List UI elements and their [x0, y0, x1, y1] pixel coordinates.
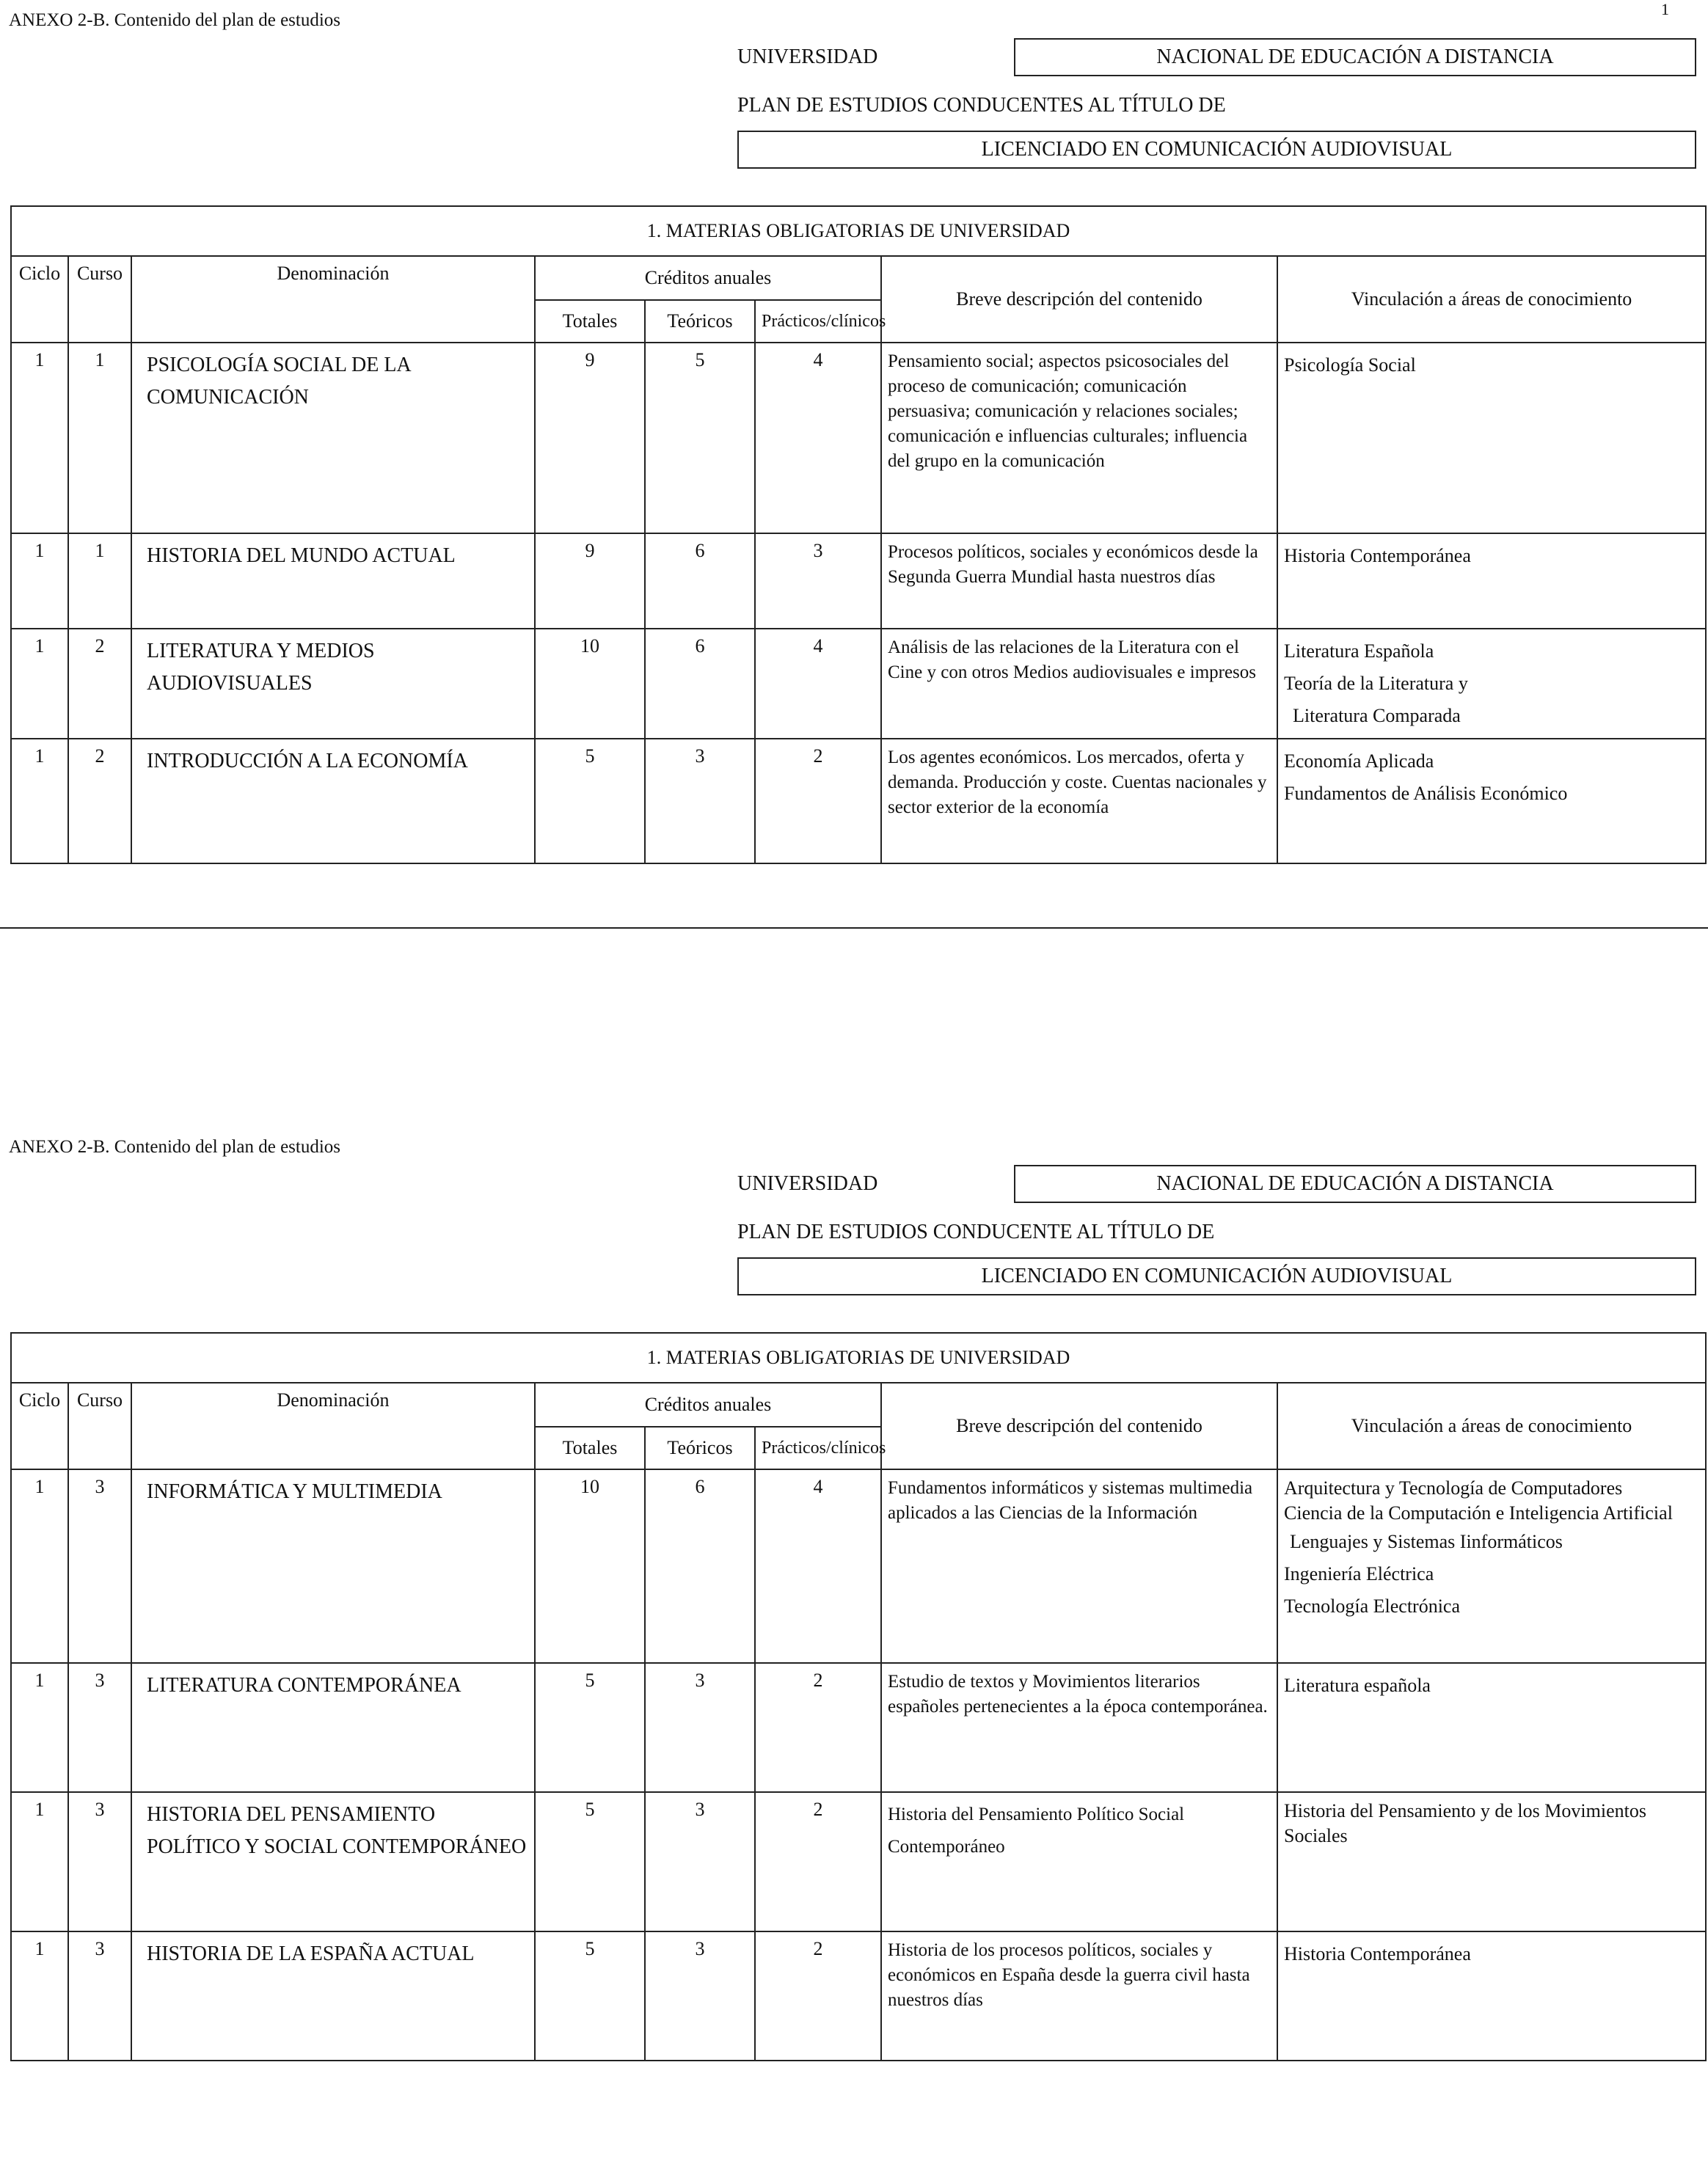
- cell-curso: 2: [68, 629, 131, 739]
- cell-denominacion: LITERATURA Y MEDIOS AUDIOVISUALES: [131, 629, 535, 739]
- cell-vinculacion: [1277, 1663, 1706, 1792]
- cell-ciclo: 1: [11, 343, 68, 533]
- cell-descripcion: Historia de los procesos políticos, sociales y económicos en España desde la guerra civil hasta nuestros días: [881, 1931, 1277, 2061]
- document-section-1: [0, 0, 1708, 1048]
- table-row: [11, 1931, 1706, 2061]
- cell-descripcion: Análisis de las relaciones de la Literatura con el Cine y con otros Medios audiovisuales e impresos: [881, 629, 1277, 739]
- cell-totales: 5: [535, 1663, 645, 1792]
- area-item: Economía Aplicada: [1284, 750, 1434, 772]
- cell-denominacion: HISTORIA DE LA ESPAÑA ACTUAL: [131, 1931, 535, 2061]
- cell-ciclo: 1: [11, 1792, 68, 1931]
- header-totales: Totales: [535, 1427, 645, 1469]
- cell-curso: 1: [68, 533, 131, 629]
- cell-vinculacion: [1277, 343, 1706, 533]
- page-number: 1: [1661, 0, 1669, 18]
- cell-teoricos: 3: [645, 1663, 755, 1792]
- cell-ciclo: 1: [11, 629, 68, 739]
- area-item: Historia Contemporánea: [1284, 1943, 1471, 1964]
- cell-curso: 3: [68, 1663, 131, 1792]
- area-item: Literatura Comparada: [1293, 705, 1461, 726]
- plan-label: PLAN DE ESTUDIOS CONDUCENTES AL TÍTULO DE: [737, 94, 1226, 117]
- area-item: Lenguajes y Sistemas Iinformáticos: [1290, 1531, 1563, 1552]
- header-descripcion: Breve descripción del contenido: [881, 1383, 1277, 1469]
- degree-title-box: [737, 1257, 1696, 1295]
- subjects-table: [10, 205, 1707, 864]
- table-title: 1. MATERIAS OBLIGATORIAS DE UNIVERSIDAD: [11, 1333, 1706, 1383]
- cell-teoricos: 3: [645, 1931, 755, 2061]
- subjects-table: [10, 1332, 1707, 2061]
- cell-descripcion: Estudio de textos y Movimientos literarios españoles pertenecientes a la época contemporánea.: [881, 1663, 1277, 1792]
- cell-vinculacion: [1277, 1469, 1706, 1663]
- header-ciclo: Ciclo: [11, 256, 68, 343]
- header-creditos: Créditos anuales: [535, 1383, 881, 1427]
- cell-totales: 9: [535, 533, 645, 629]
- header-ciclo: Ciclo: [11, 1383, 68, 1469]
- plan-label: PLAN DE ESTUDIOS CONDUCENTE AL TÍTULO DE: [737, 1221, 1215, 1243]
- header-descripcion: Breve descripción del contenido: [881, 256, 1277, 343]
- cell-totales: 5: [535, 739, 645, 863]
- cell-teoricos: 5: [645, 343, 755, 533]
- area-item: Tecnología Electrónica: [1284, 1595, 1461, 1617]
- cell-teoricos: 6: [645, 533, 755, 629]
- university-name-box: [1014, 1165, 1696, 1203]
- annex-heading: ANEXO 2-B. Contenido del plan de estudios: [9, 10, 341, 30]
- table-row: [11, 739, 1706, 863]
- cell-totales: 10: [535, 1469, 645, 1663]
- header-creditos: Créditos anuales: [535, 256, 881, 300]
- degree-title: LICENCIADO EN COMUNICACIÓN AUDIOVISUAL: [981, 1265, 1453, 1287]
- header-denominacion: Denominación: [131, 1383, 535, 1469]
- cell-practicos: 4: [755, 629, 881, 739]
- cell-practicos: 2: [755, 1663, 881, 1792]
- area-item: Literatura Española: [1284, 640, 1434, 662]
- cell-vinculacion: [1277, 533, 1706, 629]
- area-item: Historia Contemporánea: [1284, 545, 1471, 566]
- cell-denominacion: HISTORIA DEL MUNDO ACTUAL: [131, 533, 535, 629]
- cell-teoricos: 6: [645, 1469, 755, 1663]
- header-denominacion: Denominación: [131, 256, 535, 343]
- university-label: UNIVERSIDAD: [737, 45, 878, 68]
- cell-ciclo: 1: [11, 533, 68, 629]
- area-item: Teoría de la Literatura y: [1284, 673, 1468, 694]
- cell-descripcion: Pensamiento social; aspectos psicosociales del proceso de comunicación; comunicación persuasiva; comunicación y relaciones sociales; comunicación e influencias culturales; influencia del grupo en la comunicación: [881, 343, 1277, 533]
- cell-teoricos: 3: [645, 739, 755, 863]
- cell-teoricos: 3: [645, 1792, 755, 1931]
- area-item: Literatura española: [1284, 1675, 1431, 1696]
- table-row: [11, 533, 1706, 629]
- header-vinculacion: Vinculación a áreas de conocimiento: [1277, 1383, 1706, 1469]
- cell-totales: 5: [535, 1931, 645, 2061]
- annex-heading: ANEXO 2-B. Contenido del plan de estudios: [9, 1137, 341, 1157]
- cell-descripcion: Procesos políticos, sociales y económicos desde la Segunda Guerra Mundial hasta nuestros días: [881, 533, 1277, 629]
- header-practicos: Prácticos/clínicos: [755, 300, 881, 343]
- cell-denominacion: INFORMÁTICA Y MULTIMEDIA: [131, 1469, 535, 1663]
- table-row: [11, 1792, 1706, 1931]
- cell-curso: 1: [68, 343, 131, 533]
- cell-totales: 10: [535, 629, 645, 739]
- area-item: Ciencia de la Computación e Inteligencia Artificial: [1284, 1502, 1673, 1524]
- cell-ciclo: 1: [11, 1663, 68, 1792]
- cell-curso: 3: [68, 1931, 131, 2061]
- degree-title: LICENCIADO EN COMUNICACIÓN AUDIOVISUAL: [981, 138, 1453, 161]
- header-practicos: Prácticos/clínicos: [755, 1427, 881, 1469]
- university-label: UNIVERSIDAD: [737, 1172, 878, 1195]
- cell-teoricos: 6: [645, 629, 755, 739]
- university-name: NACIONAL DE EDUCACIÓN A DISTANCIA: [1156, 1172, 1554, 1195]
- area-item: Fundamentos de Análisis Económico: [1284, 783, 1568, 804]
- cell-ciclo: 1: [11, 1931, 68, 2061]
- area-item: Psicología Social: [1284, 354, 1416, 376]
- cell-vinculacion: [1277, 629, 1706, 739]
- degree-title-box: [737, 131, 1696, 169]
- table-row: [11, 629, 1706, 739]
- cell-curso: 3: [68, 1469, 131, 1663]
- header-vinculacion: Vinculación a áreas de conocimiento: [1277, 256, 1706, 343]
- university-name-box: [1014, 38, 1696, 76]
- cell-denominacion: PSICOLOGÍA SOCIAL DE LA COMUNICACIÓN: [131, 343, 535, 533]
- cell-descripcion: Los agentes económicos. Los mercados, oferta y demanda. Producción y coste. Cuentas nacionales y sector exterior de la economía: [881, 739, 1277, 863]
- cell-practicos: 2: [755, 1931, 881, 2061]
- cell-denominacion: HISTORIA DEL PENSAMIENTO POLÍTICO Y SOCIAL CONTEMPORÁNEO: [131, 1792, 535, 1931]
- header-totales: Totales: [535, 300, 645, 343]
- cell-totales: 5: [535, 1792, 645, 1931]
- cell-vinculacion: [1277, 739, 1706, 863]
- header-curso: Curso: [68, 1383, 131, 1469]
- header-teoricos: Teóricos: [645, 1427, 755, 1469]
- area-item: Historia del Pensamiento y de los Movimientos Sociales: [1284, 1800, 1646, 1846]
- table-title: 1. MATERIAS OBLIGATORIAS DE UNIVERSIDAD: [11, 206, 1706, 256]
- table-row: [11, 1469, 1706, 1663]
- cell-denominacion: LITERATURA CONTEMPORÁNEA: [131, 1663, 535, 1792]
- header-teoricos: Teóricos: [645, 300, 755, 343]
- cell-vinculacion: [1277, 1792, 1706, 1931]
- cell-practicos: 2: [755, 739, 881, 863]
- university-name: NACIONAL DE EDUCACIÓN A DISTANCIA: [1156, 45, 1554, 68]
- cell-denominacion: INTRODUCCIÓN A LA ECONOMÍA: [131, 739, 535, 863]
- cell-practicos: 2: [755, 1792, 881, 1931]
- cell-practicos: 4: [755, 343, 881, 533]
- section-bottom-rule: [0, 927, 1708, 929]
- table-row: [11, 343, 1706, 533]
- header-curso: Curso: [68, 256, 131, 343]
- cell-curso: 2: [68, 739, 131, 863]
- document-section-2: [0, 1127, 1708, 2175]
- area-item: Arquitectura y Tecnología de Computadores: [1284, 1477, 1623, 1499]
- cell-ciclo: 1: [11, 1469, 68, 1663]
- cell-practicos: 4: [755, 1469, 881, 1663]
- cell-ciclo: 1: [11, 739, 68, 863]
- cell-descripcion: Historia del Pensamiento Político Social Contemporáneo: [881, 1792, 1277, 1931]
- cell-totales: 9: [535, 343, 645, 533]
- cell-descripcion: Fundamentos informáticos y sistemas multimedia aplicados a las Ciencias de la Información: [881, 1469, 1277, 1663]
- cell-vinculacion: [1277, 1931, 1706, 2061]
- cell-practicos: 3: [755, 533, 881, 629]
- table-row: [11, 1663, 1706, 1792]
- area-item: Ingeniería Eléctrica: [1284, 1563, 1434, 1584]
- cell-curso: 3: [68, 1792, 131, 1931]
